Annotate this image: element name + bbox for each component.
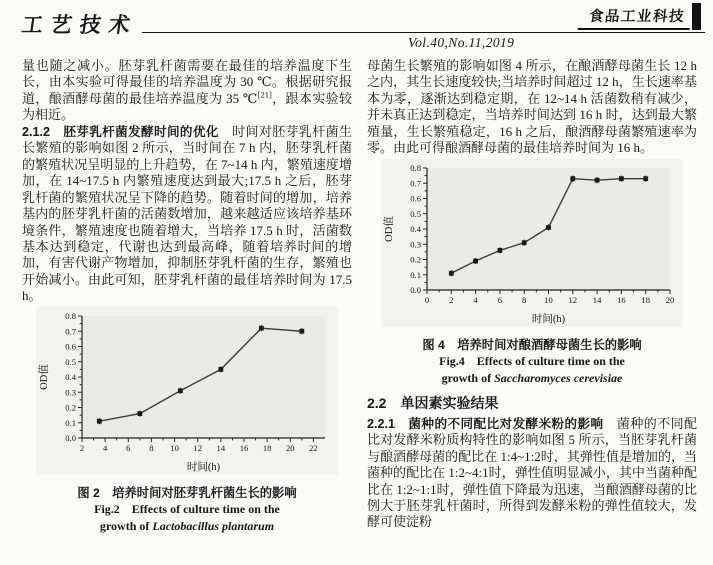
svg-text:时间(h): 时间(h): [186, 461, 221, 473]
svg-text:16: 16: [239, 442, 249, 453]
svg-text:8: 8: [522, 294, 527, 305]
svg-text:0.6: 0.6: [410, 193, 421, 204]
svg-text:0.4: 0.4: [65, 371, 76, 382]
fig2-caption-en-line1: Fig.2 Effects of culture time on the: [94, 501, 280, 516]
fig4-caption-en-line2: [367, 370, 697, 388]
svg-text:0: 0: [424, 294, 430, 305]
svg-text:0.2: 0.2: [410, 254, 421, 265]
figure-4: [367, 159, 697, 332]
svg-text:8: 8: [149, 442, 154, 453]
fig2-caption-en-line2: [22, 518, 352, 536]
svg-text:0.5: 0.5: [65, 356, 76, 367]
svg-text:0.3: 0.3: [65, 387, 76, 398]
journal-logo: [579, 3, 701, 30]
caption-text: growth of: [99, 519, 153, 534]
svg-text:20: 20: [665, 294, 675, 305]
journal-logo-text: 食品工业科技: [578, 3, 693, 30]
svg-text:OD值: OD值: [39, 363, 50, 390]
species-name: Lactobacillus plantarum: [152, 519, 275, 534]
svg-text:10: 10: [544, 294, 553, 305]
svg-text:OD值: OD值: [384, 215, 395, 242]
svg-text:0.1: 0.1: [410, 269, 421, 280]
paragraph-text: 时间对胚芽乳杆菌生长繁殖的影响如图 2 所示，当时间在 7 h 内，胚芽乳杆菌的繁殖状况呈明显的上升趋势，在 7~14 h 内，繁殖速度增加，在 14~17.5 h 内繁殖速度达到最大;17.5 h 之后，胚芽乳杆菌的繁殖状况呈下降的趋势。随着时间的增加，培养基内的胚芽乳杆菌的活菌数增加，越来越适应该培养基环境条件，繁殖速度也随着增大，当培养 17.5 h 时，活菌数基本达到稳定，代谢也达到最高峰，随着培养时间的增加，有害代谢产物增加，抑制胚芽乳杆菌的生存，繁殖也开始减小。由此可知，胚芽乳杆菌的最佳培养时间为 17.5 h。: [22, 123, 352, 304]
svg-text:16: 16: [617, 294, 626, 305]
svg-text:0.4: 0.4: [410, 223, 421, 234]
svg-text:0.1: 0.1: [65, 417, 76, 428]
svg-text:0.5: 0.5: [410, 208, 421, 219]
svg-text:4: 4: [102, 442, 108, 453]
fig4-line-chart: [381, 159, 683, 327]
svg-text:6: 6: [126, 442, 131, 453]
svg-text:0.3: 0.3: [410, 238, 421, 249]
fig2-line-chart: [36, 307, 338, 475]
svg-text:0.0: 0.0: [65, 432, 76, 443]
svg-text:0.8: 0.8: [65, 310, 76, 321]
fig2-caption-cn: 图 2 培养时间对胚芽乳杆菌生长的影响: [77, 485, 297, 500]
fig4-caption-en-line1: Fig.4 Effects of culture time on the: [439, 353, 625, 368]
page-header: [0, 0, 713, 56]
svg-text:0.7: 0.7: [410, 177, 421, 188]
svg-text:0.8: 0.8: [410, 162, 421, 173]
svg-text:18: 18: [262, 442, 272, 453]
journal-logo-bar: [692, 3, 701, 30]
svg-text:0.6: 0.6: [65, 341, 76, 352]
right-column: [367, 58, 697, 536]
fig4-caption-cn: 图 4 培养时间对酿酒酵母菌生长的影响: [422, 337, 642, 352]
svg-text:0.7: 0.7: [65, 326, 76, 337]
paragraph-text: 量也随之减小。胚芽乳杆菌需要在最佳的培养温度下生长，由本实验可得最佳的培养温度为 30 ℃。根据研究报道，酿酒酵母菌的最佳培养温度为 35 ℃: [22, 58, 352, 106]
paragraph-yeast-growth: 母菌生长繁殖的影响如图 4 所示，在酿酒酵母菌生长 12 h 之内，其生长速度较快;当培养时间超过 12 h，生长速率基本为零，逐渐达到稳定期，在 12~14 h 活菌数稍有减少，并未真正达到稳定，当培养时间达到 16 h 时，达到最大繁殖量，生长繁殖稳定，16 h 之后，酿酒酵母菌繁殖速率为零。由此可得酿酒酵母菌的最佳培养时间为 16 h。: [367, 58, 697, 156]
two-column-layout: [0, 56, 713, 536]
svg-text:22: 22: [309, 442, 318, 453]
svg-text:18: 18: [641, 294, 650, 305]
subsection-2-2-1-heading: 2.2.1 菌种的不同配比对发酵米粉的影响: [367, 416, 604, 431]
left-column: [22, 58, 352, 536]
volume-info: Vol.40,No.11,2019: [408, 35, 515, 50]
section-2-2-heading: 2.2 单因素实验结果: [367, 394, 499, 411]
paragraph-culture-temperature: [22, 58, 352, 124]
paragraph-2-2-1: [367, 416, 697, 531]
svg-text:12: 12: [193, 442, 203, 453]
section-label: 工艺技术: [20, 14, 140, 37]
svg-text:20: 20: [285, 442, 295, 453]
subsection-2-1-2-heading: 2.1.2 胚芽乳杆菌发酵时间的优化: [22, 124, 219, 139]
citation-superscript: [21]: [257, 89, 272, 100]
paragraph-text: ，跟本实验较为相近。: [22, 90, 352, 123]
caption-text: growth of: [441, 371, 495, 386]
svg-text:0.0: 0.0: [410, 284, 421, 295]
svg-text:时间(h): 时间(h): [531, 313, 566, 325]
svg-text:10: 10: [170, 442, 179, 453]
figure-2: [22, 307, 352, 480]
svg-text:2: 2: [449, 294, 454, 305]
paragraph-2-1-2: [22, 124, 352, 305]
svg-text:14: 14: [216, 442, 226, 453]
header-rule: [142, 32, 705, 33]
svg-text:6: 6: [497, 294, 503, 305]
svg-text:2: 2: [79, 442, 85, 453]
paragraph-text: 菌种的不同配比对发酵米粉质构特性的影响如图 5 所示，当胚芽乳杆菌与酿酒酵母菌的配比在 1:4~1:2时，其弹性值是增加的，当菌种的配比在 1:2~4:1时，弹性值明显减小，其中当菌种配比在 1:2~1:1时，弹性值下降最为迅速，当酿酒酵母菌的比例大于胚芽乳杆菌时，所得到发酵米粉的弹性值较大，发酵可使淀粉: [367, 415, 697, 530]
species-name: Saccharomyces cerevisiae: [494, 371, 623, 386]
svg-text:4: 4: [473, 294, 478, 305]
svg-text:0.2: 0.2: [65, 402, 76, 413]
svg-text:14: 14: [592, 294, 602, 305]
svg-text:12: 12: [568, 294, 578, 305]
